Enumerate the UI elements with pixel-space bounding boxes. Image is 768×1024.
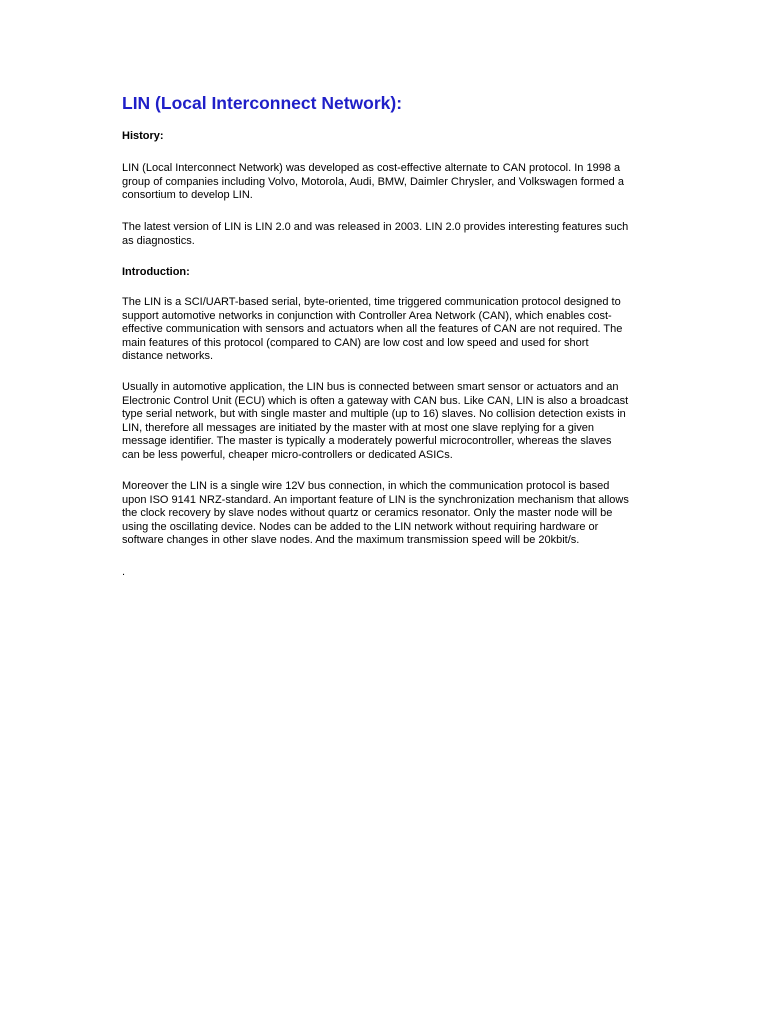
- text-line: LIN (Local Interconnect Network) was developed as cost-effective alternate to CAN protocol. In 1998 a: [122, 162, 621, 174]
- text-line: The latest version of LIN is LIN 2.0 and was released in 2003. LIN 2.0 provides interesting features such: [122, 221, 629, 233]
- text-line: effective communication with sensors and actuators when all the features of CAN are not required. The: [122, 323, 623, 335]
- introduction-paragraph-3: [122, 480, 629, 548]
- text-line: Moreover the LIN is a single wire 12V bus connection, in which the communication protocol is based: [122, 480, 610, 492]
- text-line: support automotive networks in conjunction with Controller Area Network (CAN), which enables cost-: [122, 309, 612, 322]
- introduction-paragraph-1: [122, 296, 622, 364]
- text-line: can be less powerful, cheaper micro-controllers or dedicated ASICs.: [122, 448, 453, 461]
- introduction-paragraph-2: [122, 381, 628, 462]
- section-heading-history: History:: [122, 130, 164, 142]
- text-line: group of companies including Volvo, Motorola, Audi, BMW, Daimler Chrysler, and Volkswagen formed a: [122, 175, 624, 188]
- text-line: the clock recovery by slave nodes without quartz or ceramics resonator. Only the master node will be: [122, 507, 613, 519]
- text-line: software changes in other slave nodes. And the maximum transmission speed will be 20kbit/s.: [122, 534, 580, 546]
- history-paragraph-1: [122, 162, 624, 203]
- text-line: The LIN is a SCI/UART-based serial, byte-oriented, time triggered communication protocol designed to: [122, 296, 621, 308]
- trailing-period: [122, 566, 125, 580]
- text-line: type serial network, but with single master and multiple (up to 16) slaves. No collision detection exists in: [122, 408, 626, 420]
- text-line: consortium to develop LIN.: [122, 189, 253, 201]
- page-title: LIN (Local Interconnect Network):: [122, 93, 403, 113]
- text-line: LIN, therefore all messages are initiated by the master with at most one slave replying for a given: [122, 421, 595, 434]
- section-heading-introduction: Introduction:: [122, 266, 190, 278]
- text-line: main features of this protocol (compared to CAN) are low cost and low speed and used for short: [122, 336, 589, 349]
- text-line: upon ISO 9141 NRZ-standard. An important feature of LIN is the synchronization mechanism that allows: [122, 493, 629, 506]
- text-line: .: [122, 566, 126, 578]
- text-line: using the oscillating device. Nodes can be added to the LIN network without requiring hardware or: [122, 520, 599, 533]
- history-paragraph-2: [122, 221, 628, 248]
- text-line: Usually in automotive application, the LIN bus is connected between smart sensor or actuators and an: [122, 381, 619, 393]
- text-line: distance networks.: [122, 350, 214, 362]
- text-line: Electronic Control Unit (ECU) which is often a gateway with CAN bus. Like CAN, LIN is also a broadcast: [122, 394, 629, 407]
- text-line: as diagnostics.: [122, 234, 195, 247]
- text-line: message identifier. The master is typically a moderately powerful microcontroller, whereas the slaves: [122, 435, 612, 447]
